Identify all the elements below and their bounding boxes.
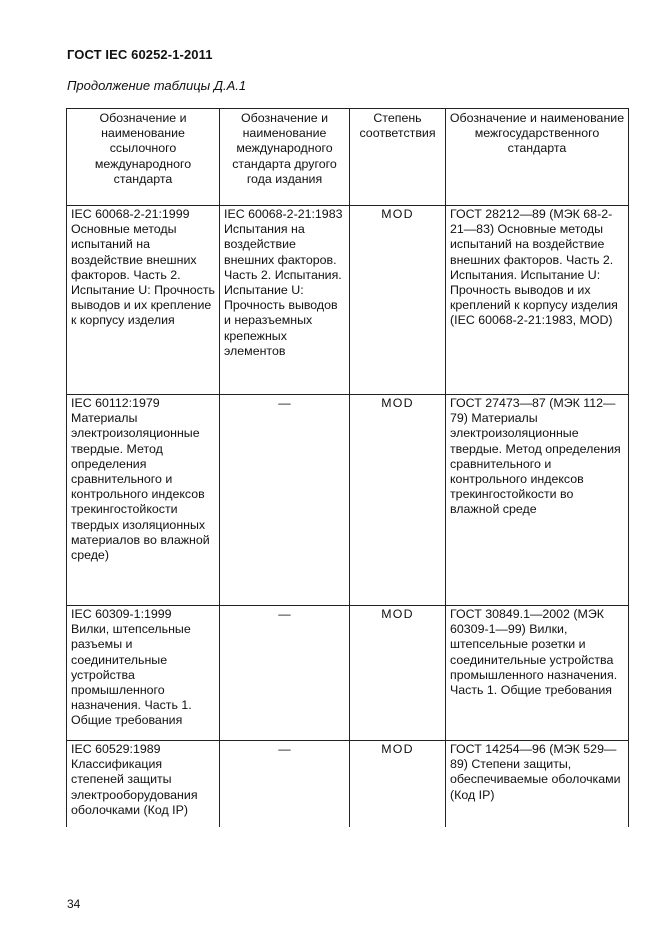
- page-number: 34: [67, 897, 81, 911]
- other-year-standard-cell: —: [220, 741, 350, 827]
- other-year-standard-cell: —: [220, 395, 350, 606]
- header-degree: Степень соответствия: [350, 109, 446, 206]
- header-other-year-standard: Обозначение и наименование международного стандарта другого года издания: [220, 109, 350, 206]
- degree-cell: MOD: [350, 206, 446, 395]
- other-year-standard-cell: IEC 60068-2-21:1983 Испытания на воздействие внешних факторов. Часть 2. Испытания. Испытание U: Прочность выводов и неразъемных крепежных элементов: [220, 206, 350, 395]
- table-caption: Продолжение таблицы Д.А.1: [67, 78, 247, 93]
- standards-correspondence-table: [66, 108, 629, 827]
- table-row: [67, 741, 629, 827]
- intl-standard-cell: IEC 60309-1:1999 Вилки, штепсельные разъемы и соединительные устройства промышленного назначения. Часть 1. Общие требования: [67, 606, 220, 741]
- table-row: [67, 395, 629, 606]
- interstate-standard-cell: ГОСТ 28212—89 (МЭК 68-2-21—83) Основные методы испытаний на воздействие внешних факторов. Часть 2. Испытания. Испытание U: Прочность выводов и их креплений к корпусу изделия (IEC 60068-2-21:1983, MOD): [446, 206, 629, 395]
- header-interstate-standard: Обозначение и наименование межгосударственного стандарта: [446, 109, 629, 206]
- intl-standard-cell: IEC 60068-2-21:1999 Основные методы испытаний на воздействие внешних факторов. Часть 2. Испытание U: Прочность выводов и их крепление к корпусу изделия: [67, 206, 220, 395]
- table-header-row: [67, 109, 629, 206]
- table-row: [67, 206, 629, 395]
- interstate-standard-cell: ГОСТ 30849.1—2002 (МЭК 60309-1—99) Вилки, штепсельные розетки и соединительные устройства промышленного назначения. Часть 1. Общие требования: [446, 606, 629, 741]
- table-row: [67, 606, 629, 741]
- intl-standard-cell: IEC 60112:1979 Материалы электроизоляционные твердые. Метод определения сравнительного и контрольного индексов трекингостойкости твердых изоляционных материалов во влажной среде): [67, 395, 220, 606]
- intl-standard-cell: IEC 60529:1989 Классификация степеней защиты электрооборудования оболочками (Код IP): [67, 741, 220, 827]
- header-intl-standard: Обозначение и наименование ссылочного международного стандарта: [67, 109, 220, 206]
- interstate-standard-cell: ГОСТ 27473—87 (МЭК 112—79) Материалы электроизоляционные твердые. Метод определения сравнительного и контрольного индексов трекингостойкости во влажной среде: [446, 395, 629, 606]
- degree-cell: MOD: [350, 606, 446, 741]
- degree-cell: MOD: [350, 741, 446, 827]
- interstate-standard-cell: ГОСТ 14254—96 (МЭК 529—89) Степени защиты, обеспечиваемые оболочками (Код IP): [446, 741, 629, 827]
- document-id-header: ГОСТ IEC 60252-1-2011: [67, 47, 213, 62]
- degree-cell: MOD: [350, 395, 446, 606]
- other-year-standard-cell: —: [220, 606, 350, 741]
